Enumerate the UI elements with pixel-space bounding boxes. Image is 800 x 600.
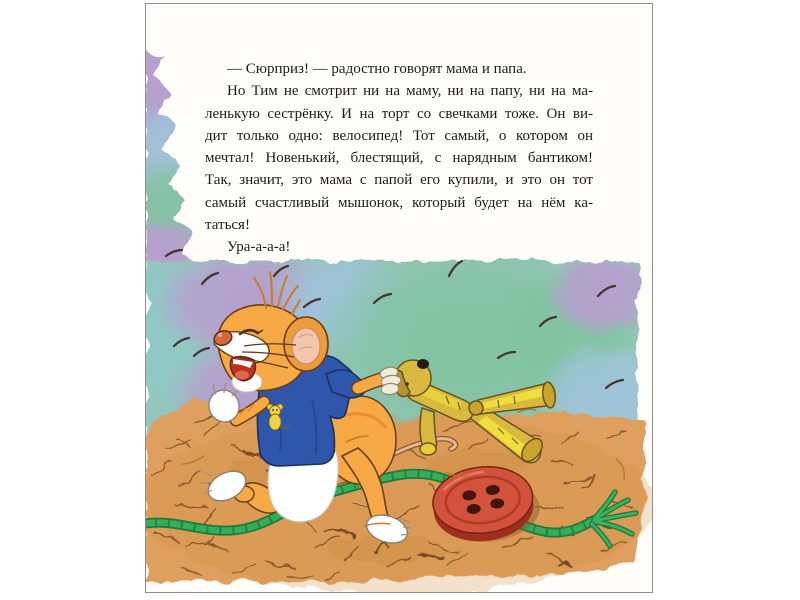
story-line: дит только одно: велосипед! Тот самый, о котором он — [205, 127, 593, 144]
book-page — [145, 3, 653, 593]
story-line: Но Тим не смотрит ни на маму, ни на папу, ни на ма- — [227, 83, 593, 100]
story-line: самый счастливый мышонок, который будет на нём ка- — [205, 194, 593, 211]
story-text — [205, 58, 593, 259]
story-line: — Сюрприз! — радостно говорят мама и папа. — [227, 61, 527, 77]
story-line: Так, значит, это мама с папой его купили, и это он тот — [205, 172, 593, 189]
story-line: таться! — [205, 217, 250, 234]
story-line: мечтал! Новенький, блестящий, с нарядным бантиком! — [205, 150, 593, 167]
story-line: Ура-а-а-а! — [227, 239, 291, 256]
story-line: ленькую сестрёнку. И на торт со свечками тоже. Он ви- — [205, 105, 593, 122]
